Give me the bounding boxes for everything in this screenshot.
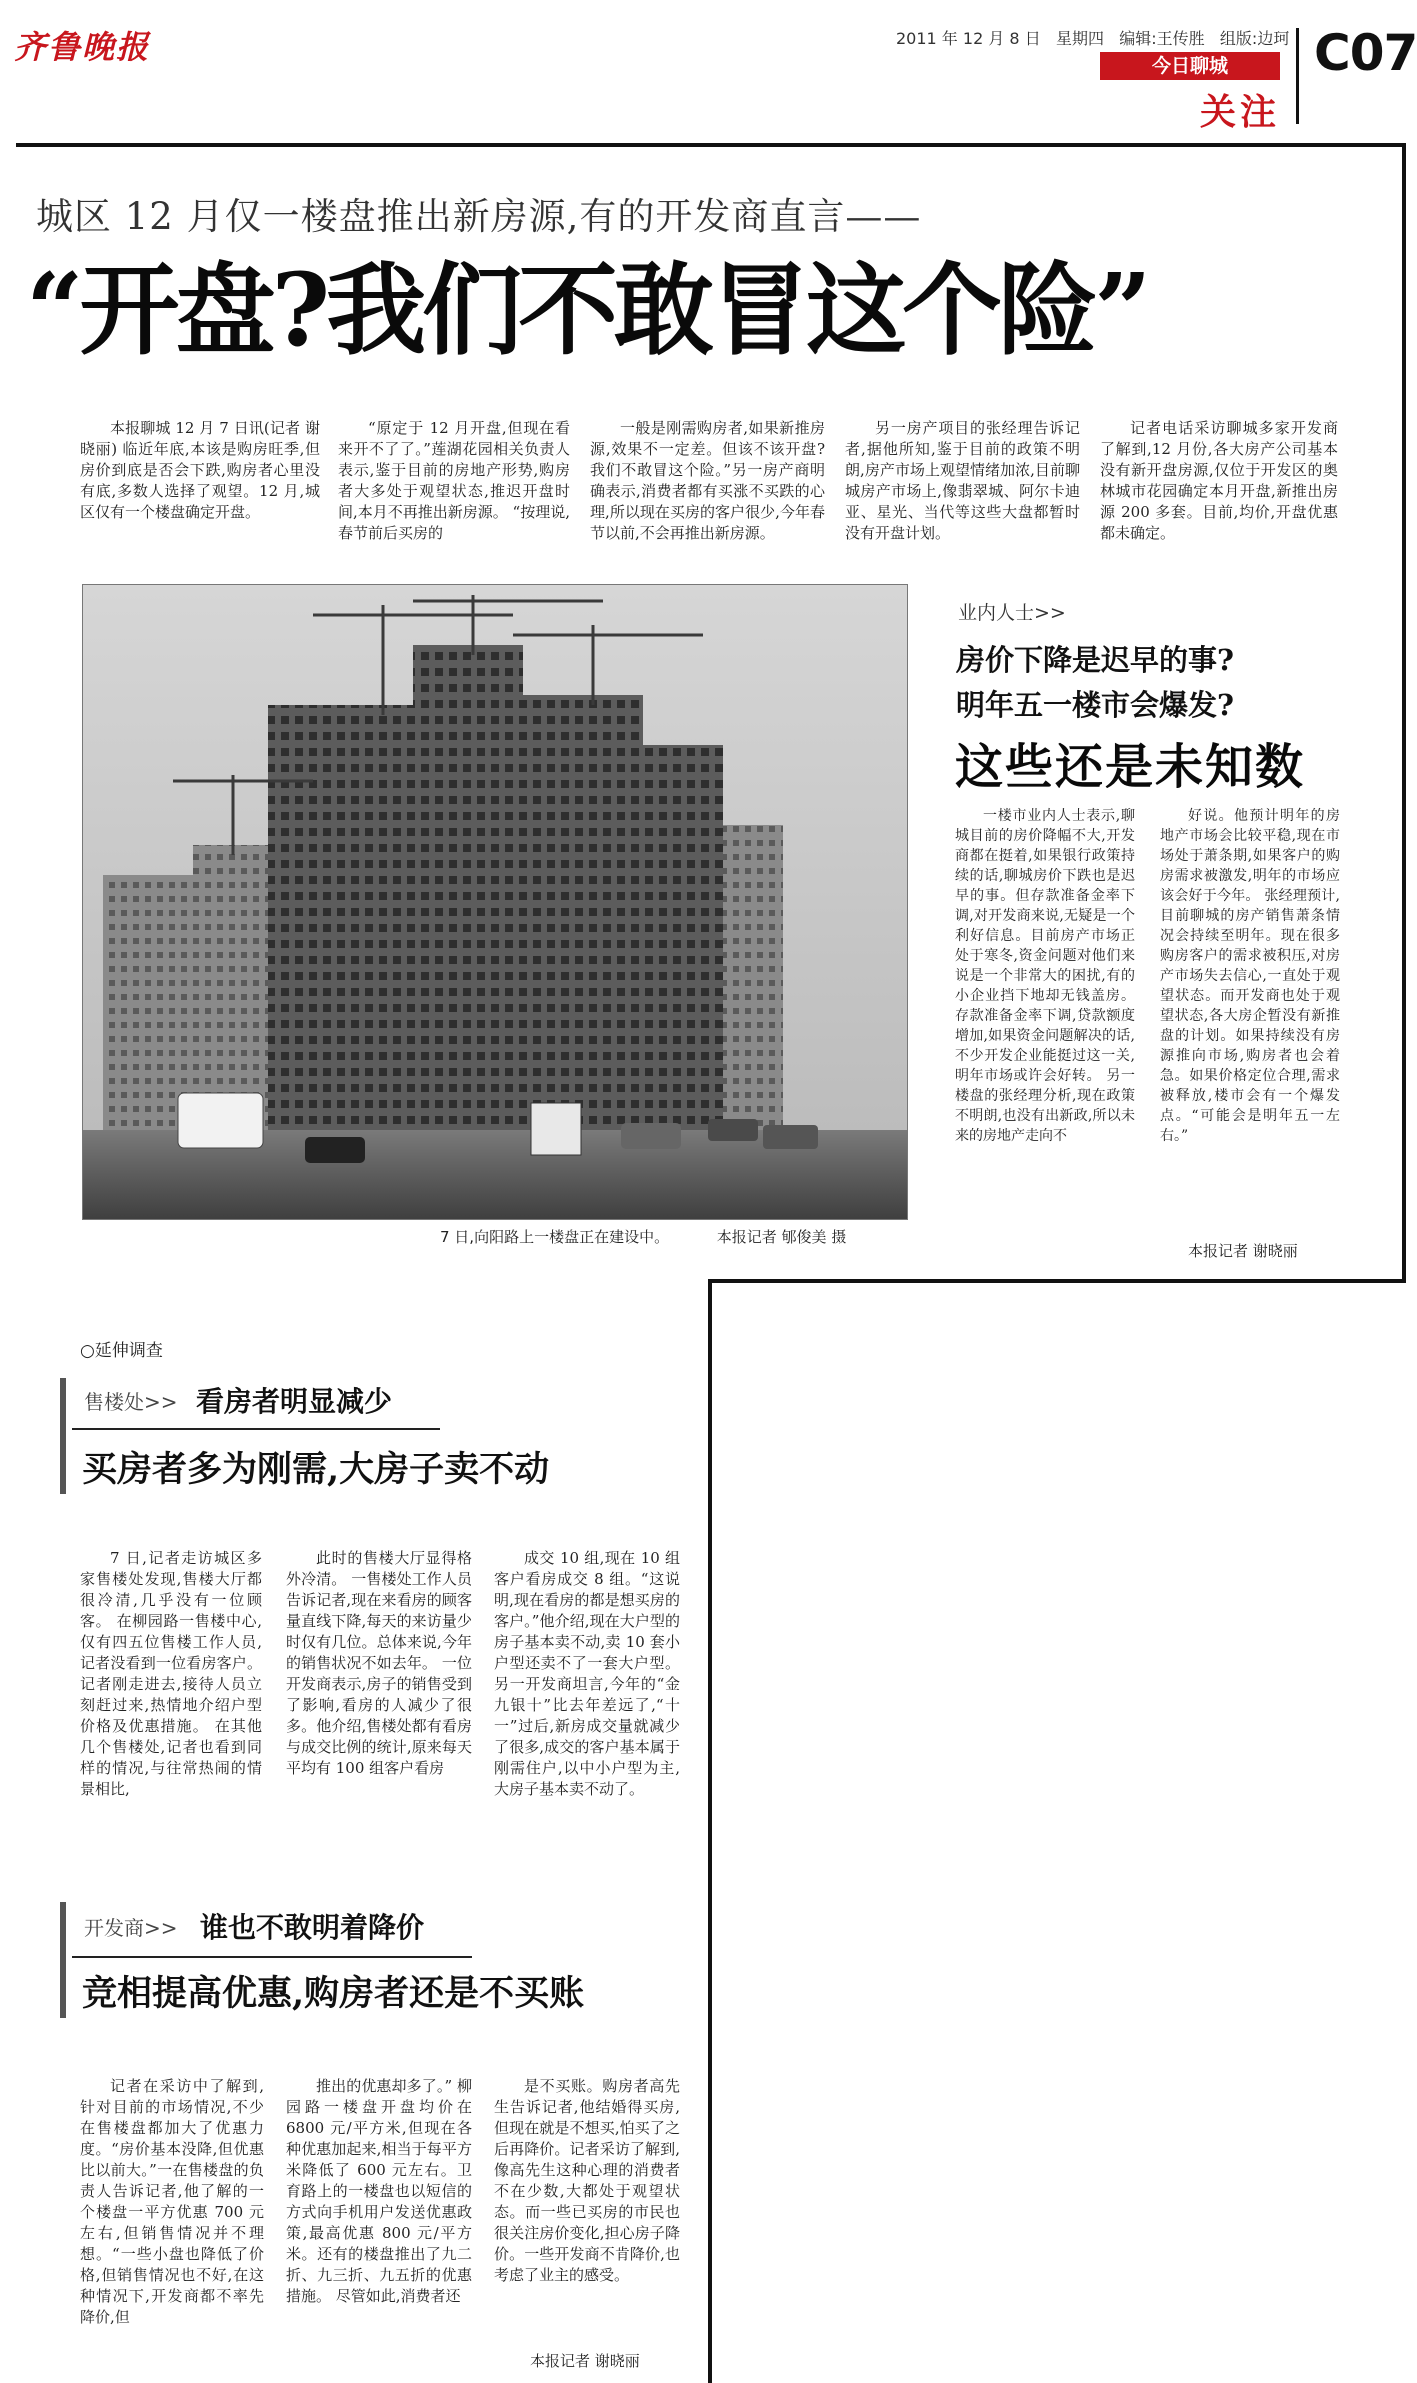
caption-text: 7 日,向阳路上一楼盘正在建设中。 <box>440 1228 670 1246</box>
section-1-rule <box>72 1428 440 1430</box>
section-1-tag: 售楼处>> <box>84 1390 178 1414</box>
section-1-subtitle: 买房者多为刚需,大房子卖不动 <box>82 1449 550 1490</box>
lead-paragraph: “原定于 12 月开盘,但现在看来开不了了。”莲湖花园相关负责人表示,鉴于目前的房地产形势,购房者大多处于观望状态,推迟开盘时间,本月不再推出新房源。 “按理说,春节前后买房的 <box>338 419 570 542</box>
insider-byline: 本报记者 谢晓丽 <box>1188 1242 1298 1260</box>
section-2-subtitle: 竞相提高优惠,购房者还是不买账 <box>82 1973 585 2014</box>
photo-credit: 本报记者 郇俊美 摄 <box>716 1228 847 1246</box>
section-2-column-1 <box>80 2076 264 2328</box>
construction-site-photo <box>83 585 908 1220</box>
page-number: C07 <box>1314 24 1417 82</box>
section-2-bar <box>60 1902 66 2018</box>
lead-paragraph: 另一房产项目的张经理告诉记者,据他所知,鉴于目前的政策不明朗,房产市场上观望情绪加浓,目前聊城房产市场上,像翡翠城、阿尔卡迪亚、星光、当代等这些大盘都暂时没有开盘计划。 <box>845 419 1080 542</box>
lower-frame-divider <box>708 1279 712 2383</box>
section-1-title: 看房者明显减少 <box>196 1385 393 1418</box>
insider-question-2: 明年五一楼市会爆发? <box>956 688 1234 722</box>
section-tag: 今日聊城 <box>1100 52 1280 80</box>
section-1-column-1 <box>80 1548 262 1800</box>
insider-column-1 <box>955 806 1135 1146</box>
section-1-paragraph: 7 日,记者走访城区多家售楼处发现,售楼大厅都很冷清,几乎没有一位顾客。 在柳园路一售楼中心,仅有四五位售楼工作人员,记者没看到一位看房客户。记者刚走进去,接待人员立刻赶过来,热情地介绍户型价格及优惠措施。 在其他几个售楼处,记者也看到同样的情况,与往常热闹的情景相比, <box>80 1549 262 1798</box>
insider-tag: 业内人士>> <box>958 602 1066 624</box>
insider-paragraph: 好说。他预计明年的房地产市场会比较平稳,现在市场处于萧条期,如果客户的购房需求被激发,明年的市场应该会好于今年。 张经理预计,目前聊城的房产销售萧条情况会持续至明年。现在很多购房客户的需求被积压,对房产市场失去信心,一直处于观望状态。而开发商也处于观望状态,各大房企暂没有新推盘的计划。如果持续没有房源推向市场,购房者也会着急。如果价格定位合理,需求被释放,楼市会有一个爆发点。“可能会是明年五一左右。” <box>1160 808 1340 1144</box>
photo-caption <box>440 1226 846 1247</box>
section-1-column-3 <box>494 1548 680 1800</box>
section-2-column-3 <box>494 2076 680 2286</box>
section-2-rule <box>72 1956 472 1958</box>
lead-column-3 <box>590 418 825 544</box>
lead-paragraph: 记者电话采访聊城多家开发商了解到,12 月份,各大房产公司基本没有新开盘房源,仅位于开发区的奥林城市花园确定本月开盘,新推出房源 200 多套。目前,均价,开盘优惠都未确定。 <box>1100 419 1338 542</box>
layout-credit: 组版:边珂 <box>1219 29 1290 48</box>
lead-frame-bottom <box>712 1279 1406 1283</box>
lead-column-2 <box>338 418 570 544</box>
header-divider <box>1296 28 1299 124</box>
lead-column-5 <box>1100 418 1338 544</box>
section-title: 关注 <box>1200 92 1281 133</box>
insider-question-1: 房价下降是迟早的事? <box>956 643 1234 677</box>
insider-column-2 <box>1160 806 1340 1146</box>
section-2-byline: 本报记者 谢晓丽 <box>530 2352 640 2370</box>
lead-column-4 <box>845 418 1080 544</box>
section-2-title: 谁也不敢明着降价 <box>200 1911 425 1944</box>
news-photo <box>82 584 908 1220</box>
section-2-paragraph: 是不买账。购房者高先生告诉记者,他结婚得买房,但现在就是不想买,怕买了之后再降价。记者采访了解到,像高先生这种心理的消费者不在少数,大都处于观望状态。而一些已买房的市民也很关注房价变化,担心房子降价。一些开发商不肯降价,也考虑了业主的感受。 <box>494 2077 680 2284</box>
issue-date: 2011 年 12 月 8 日 <box>896 29 1041 48</box>
issue-info <box>896 26 1289 49</box>
lead-kicker: 城区 12 月仅一楼盘推出新房源,有的开发商直言—— <box>36 195 922 238</box>
section-2-column-2 <box>286 2076 472 2307</box>
lead-headline: “开盘?我们不敢冒这个险” <box>26 251 1148 369</box>
insider-paragraph: 一楼市业内人士表示,聊城目前的房价降幅不大,开发商都在挺着,如果银行政策持续的话,聊城房价下跌也是迟早的事。但存款准备金率下调,对开发商来说,无疑是一个利好信息。目前房产市场正处于寒冬,资金问题对他们来说是一个非常大的困扰,有的小企业挡下地却无钱盖房。存款准备金率下调,贷款额度增加,如果资金问题解决的话,不少开发企业能挺过这一关,明年市场或许会好转。 另一楼盘的张经理分析,现在政策不明朗,也没有出新政,所以未来的房地产走向不 <box>955 808 1135 1144</box>
section-2-tag: 开发商>> <box>84 1916 178 1940</box>
section-2-paragraph: 记者在采访中了解到,针对目前的市场情况,不少在售楼盘都加大了优惠力度。“房价基本没降,但优惠比以前大。”一在售楼盘的负责人告诉记者,他了解的一个楼盘一平方优惠 700 元左右,但销售情况并不理想。“一些小盘也降低了价格,但销售情况也不好,在这种情况下,开发商都不率先降价,但 <box>80 2077 264 2326</box>
section-1-paragraph: 成交 10 组,现在 10 组客户看房成交 8 组。“这说明,现在看房的都是想买房的客户。”他介绍,现在大户型的房子基本卖不动,卖 10 套小户型还卖不了一套大户型。 另一开发商坦言,今年的“金九银十”比去年差远了,“十一”过后,新房成交量就减少了很多,成交的客户基本属于刚需住户,以中小户型为主,大房子基本卖不动了。 <box>494 1549 680 1798</box>
section-2-paragraph: 推出的优惠却多了。” 柳园路一楼盘开盘均价在 6800 元/平方米,但现在各种优惠加起来,相当于每平方米降低了 600 元左右。卫育路上的一楼盘也以短信的方式向手机用户发送优惠政策,最高优惠 800 元/平方米。还有的楼盘推出了九二折、九三折、九五折的优惠措施。 尽管如此,消费者还 <box>286 2077 472 2305</box>
section-1-bar <box>60 1378 66 1494</box>
extend-tag: ○延伸调查 <box>80 1341 163 1361</box>
issue-weekday: 星期四 <box>1055 29 1104 48</box>
lead-paragraph: 一般是刚需购房者,如果新推房源,效果不一定差。但该不该开盘?我们不敢冒这个险。”另一房产商明确表示,消费者都有买涨不买跌的心理,所以现在买房的客户很少,今年春节以前,不会再推出新房源。 <box>590 419 825 542</box>
section-1-paragraph: 此时的售楼大厅显得格外冷清。 一售楼处工作人员告诉记者,现在来看房的顾客量直线下降,每天的来访量少时仅有几位。总体来说,今年的销售状况不如去年。 一位开发商表示,房子的销售受到了影响,看房的人减少了很多。他介绍,售楼处都有看房与成交比例的统计,原来每天平均有 100 组客户看房 <box>286 1549 472 1777</box>
editor-credit: 编辑:王传胜 <box>1119 29 1205 48</box>
lead-column-1 <box>80 418 320 523</box>
section-1-column-2 <box>286 1548 472 1779</box>
insider-title: 这些还是未知数 <box>955 739 1306 795</box>
lead-paragraph: 本报聊城 12 月 7 日讯(记者 谢晓丽) 临近年底,本该是购房旺季,但房价到底是否会下跌,购房者心里没有底,多数人选择了观望。12 月,城区仅有一个楼盘确定开盘。 <box>80 419 320 521</box>
newspaper-logo: 齐鲁晚报 <box>14 28 151 66</box>
